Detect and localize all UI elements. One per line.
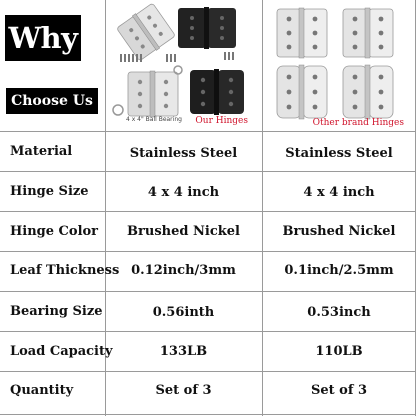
table-row xyxy=(0,131,416,172)
other-hinges-image xyxy=(263,0,416,131)
other-value: 110LB xyxy=(315,344,363,359)
row-label: Quantity xyxy=(10,383,74,398)
our-hinges-image xyxy=(106,0,262,131)
table-border xyxy=(0,414,416,415)
our-hinges-small-caption: 4 x 4" Ball Bearing xyxy=(126,116,182,123)
our-value: Brushed Nickel xyxy=(127,224,240,239)
other-value: Stainless Steel xyxy=(285,146,393,161)
row-label: Load Capacity xyxy=(10,344,113,359)
why-badge: Why xyxy=(5,15,81,61)
our-value: Stainless Steel xyxy=(129,146,238,161)
table-row xyxy=(0,331,416,372)
choose-us-badge: Choose Us xyxy=(6,88,98,114)
our-hinges-caption: Our Hinges xyxy=(195,116,248,126)
table-row xyxy=(0,291,416,332)
other-hinges-caption: Other brand Hinges xyxy=(312,118,404,128)
table-row xyxy=(0,211,416,252)
other-value: Set of 3 xyxy=(310,383,368,398)
row-label: Leaf Thickness xyxy=(10,263,120,278)
our-value: Set of 3 xyxy=(155,383,212,398)
other-hinges-illustration xyxy=(263,0,416,131)
row-label: Hinge Color xyxy=(10,224,99,239)
table-row xyxy=(0,251,416,292)
other-value: Brushed Nickel xyxy=(282,224,396,239)
table-row xyxy=(0,171,416,212)
our-value: 0.12inch/3mm xyxy=(131,263,236,278)
why-choose-us-panel xyxy=(0,0,105,131)
our-value: 0.56inth xyxy=(152,305,215,320)
table-row xyxy=(0,371,416,415)
our-hinges-illustration xyxy=(106,0,262,131)
row-label: Material xyxy=(10,144,73,159)
other-value: 0.1inch/2.5mm xyxy=(284,263,394,278)
row-label: Hinge Size xyxy=(10,184,89,199)
our-value: 133LB xyxy=(159,344,208,359)
row-label: Bearing Size xyxy=(10,304,103,319)
other-value: 0.53inch xyxy=(307,305,371,320)
our-value: 4 x 4 inch xyxy=(147,185,220,200)
other-value: 4 x 4 inch xyxy=(303,185,375,200)
